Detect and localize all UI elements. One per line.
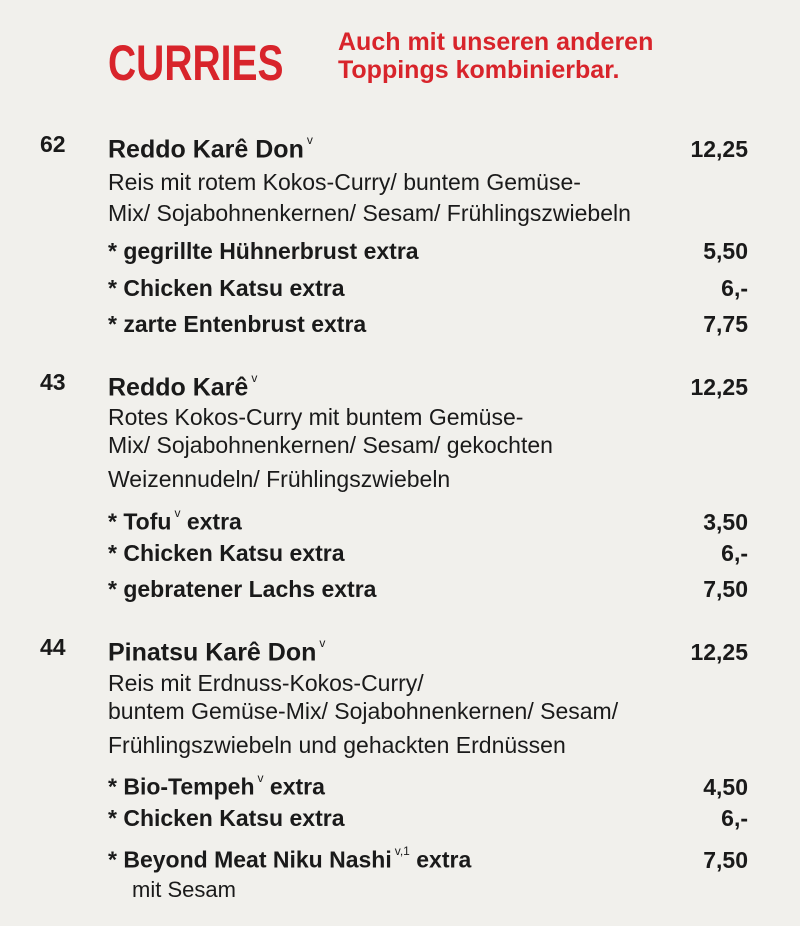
description-line: Rotes Kokos-Curry mit buntem Gemüse- <box>108 404 524 430</box>
vegan-mark: v <box>257 771 264 785</box>
topping-name: * zarte Entenbrust extra <box>108 311 367 337</box>
item-name <box>108 367 257 402</box>
description-line: Mix/ Sojabohnenkernen/ Sesam/ Frühlingszwiebeln <box>108 200 631 226</box>
topping-row <box>108 502 748 537</box>
item-number: 43 <box>40 369 66 395</box>
description-line: Mix/ Sojabohnenkernen/ Sesam/ gekochten <box>108 432 553 458</box>
topping-suffix: extra <box>269 773 325 800</box>
item-name-text: Pinatsu Karê Don <box>108 638 317 667</box>
topping-price: 6,- <box>721 275 748 301</box>
topping-note: mit Sesam <box>132 877 236 902</box>
topping-label: * Beyond Meat Niku Nashi <box>108 846 392 873</box>
section-subtitle <box>338 28 758 84</box>
subtitle-line-2: Toppings kombinierbar. <box>338 56 620 84</box>
topping-row <box>108 803 748 833</box>
item-description <box>108 167 760 229</box>
item-price: 12,25 <box>690 136 748 163</box>
item-number: 44 <box>40 634 66 660</box>
topping-row <box>108 273 748 303</box>
item-name <box>108 129 313 164</box>
section-title: CURRIES <box>108 35 284 91</box>
topping-name: * Chicken Katsu extra <box>108 275 345 301</box>
item-name-text: Reddo Karê Don <box>108 135 304 164</box>
allergen-mark: v,1 <box>394 844 410 858</box>
item-price: 12,25 <box>690 639 748 666</box>
description-line: buntem Gemüse-Mix/ Sojabohnenkernen/ Sesam/ <box>108 698 619 724</box>
topping-price: 7,75 <box>703 311 748 337</box>
topping-name: * Chicken Katsu extra <box>108 540 345 566</box>
topping-price: 6,- <box>721 805 748 831</box>
topping-row <box>108 538 748 568</box>
topping-name <box>108 502 242 537</box>
topping-suffix: extra <box>186 508 242 535</box>
description-line: Reis mit rotem Kokos-Curry/ buntem Gemüse- <box>108 169 581 195</box>
item-description <box>108 669 760 759</box>
topping-suffix: extra <box>416 846 472 873</box>
topping-label: * Tofu <box>108 508 172 535</box>
topping-row <box>108 767 748 802</box>
topping-row <box>108 840 748 875</box>
item-description <box>108 403 760 493</box>
vegan-mark: v <box>174 506 181 520</box>
vegan-mark: v <box>319 636 326 650</box>
vegan-mark: v <box>306 133 313 147</box>
description-line: Reis mit Erdnuss-Kokos-Curry/ <box>108 670 424 696</box>
topping-price: 7,50 <box>703 576 748 602</box>
topping-price: 6,- <box>721 540 748 566</box>
topping-price: 5,50 <box>703 238 748 264</box>
topping-name <box>108 767 325 802</box>
item-name-text: Reddo Karê <box>108 373 249 402</box>
topping-name <box>108 840 471 875</box>
topping-row <box>108 236 748 266</box>
item-header-row <box>108 367 748 402</box>
topping-row <box>108 574 748 604</box>
topping-name: * gebratener Lachs extra <box>108 576 377 602</box>
item-header-row <box>108 632 748 667</box>
description-line: Frühlingszwiebeln und gehackten Erdnüssen <box>108 732 566 758</box>
topping-row <box>108 309 748 339</box>
subtitle-line-1: Auch mit unseren anderen <box>338 28 654 56</box>
topping-price: 3,50 <box>703 508 748 535</box>
description-line: Weizennudeln/ Frühlingszwiebeln <box>108 466 451 492</box>
topping-price: 7,50 <box>703 846 748 873</box>
item-name <box>108 632 325 667</box>
topping-label: * Bio-Tempeh <box>108 773 255 800</box>
vegan-mark: v <box>251 371 258 385</box>
item-number: 62 <box>40 131 66 157</box>
topping-price: 4,50 <box>703 773 748 800</box>
item-header-row <box>108 129 748 164</box>
item-price: 12,25 <box>690 374 748 401</box>
topping-name: * gegrillte Hühnerbrust extra <box>108 238 419 264</box>
topping-name: * Chicken Katsu extra <box>108 805 345 831</box>
section-header <box>108 28 758 91</box>
